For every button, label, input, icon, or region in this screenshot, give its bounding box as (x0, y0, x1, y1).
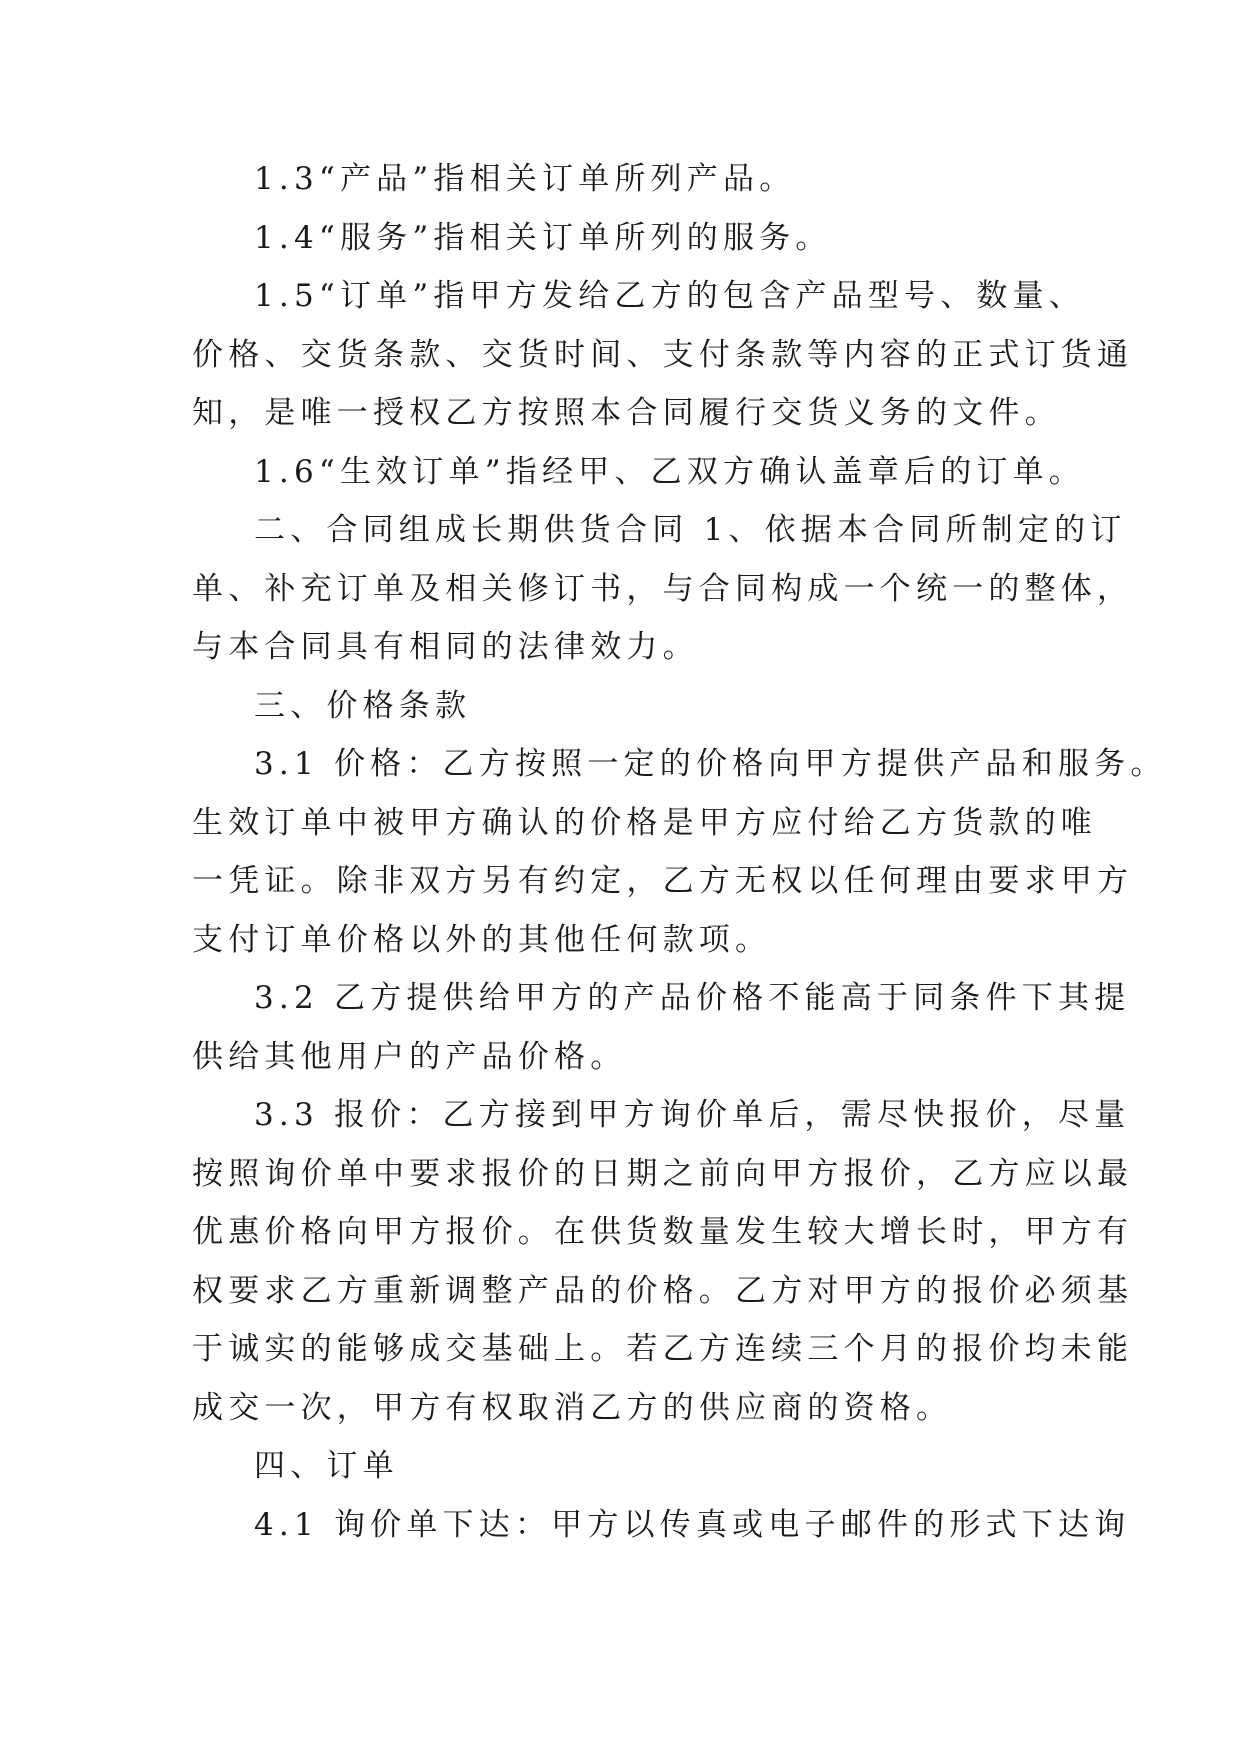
text-line: 1.4“服务”指相关订单所列的服务。 (254, 219, 832, 256)
text-line: 1.6“生效订单”指经甲、乙双方确认盖章后的订单。 (254, 453, 1085, 490)
text-line: 与本合同具有相同的法律效力。 (192, 629, 699, 665)
text-line: 优惠价格向甲方报价。在供货数量发生较大增长时，甲方有 (192, 1214, 1134, 1250)
text-line: 成交一次，甲方有权取消乙方的供应商的资格。 (192, 1389, 953, 1426)
clause-1-6 (192, 443, 1085, 502)
text-line: 3.2 乙方提供给甲方的产品价格不能高于同条件下其提 (254, 980, 1131, 1016)
text-line: 3.1 价格：乙方按照一定的价格向甲方提供产品和服务。 (254, 746, 1167, 782)
text-line: 权要求乙方重新调整产品的价格。乙方对甲方的报价必须基 (192, 1272, 1134, 1309)
text-line: 单、补充订单及相关修订书，与合同构成一个统一的整体， (192, 570, 1134, 607)
section-2-contract-composition (192, 501, 1134, 677)
text-line: 3.3 报价：乙方接到甲方询价单后，需尽快报价，尽量 (254, 1097, 1131, 1133)
section-heading: 四、订单 (254, 1448, 399, 1484)
clause-3-2 (192, 969, 1131, 1086)
section-4-heading (192, 1437, 1054, 1496)
text-line: 4.1 询价单下达：甲方以传真或电子邮件的形式下达询 (254, 1506, 1131, 1543)
clause-4-1 (192, 1496, 1131, 1555)
text-line: 1.5“订单”指甲方发给乙方的包含产品型号、数量、 (254, 278, 1085, 314)
text-line: 一凭证。除非双方另有约定，乙方无权以任何理由要求甲方 (192, 863, 1134, 899)
text-line: 按照询价单中要求报价的日期之前向甲方报价，乙方应以最 (192, 1155, 1134, 1192)
text-line: 1.3“产品”指相关订单所列产品。 (254, 161, 796, 197)
clause-3-3 (192, 1086, 1134, 1437)
clause-1-3 (192, 150, 1054, 209)
clause-1-4 (192, 209, 1054, 268)
section-heading: 三、价格条款 (254, 687, 472, 724)
text-line: 于诚实的能够成交基础上。若乙方连续三个月的报价均未能 (192, 1331, 1134, 1367)
text-line: 二、合同组成长期供货合同 1、依据本合同所制定的订 (254, 512, 1127, 548)
text-line: 知，是唯一授权乙方按照本合同履行交货义务的文件。 (192, 395, 1061, 431)
clause-3-1 (192, 735, 1167, 969)
text-line: 价格、交货条款、交货时间、支付条款等内容的正式订货通 (192, 336, 1134, 373)
text-line: 支付订单价格以外的其他任何款项。 (192, 921, 772, 958)
section-3-heading (192, 677, 1054, 736)
text-line: 生效订单中被甲方确认的价格是甲方应付给乙方货款的唯 (192, 804, 1097, 841)
document-body (192, 150, 1167, 1554)
text-line: 供给其他用户的产品价格。 (192, 1038, 627, 1075)
clause-1-5 (192, 267, 1134, 443)
